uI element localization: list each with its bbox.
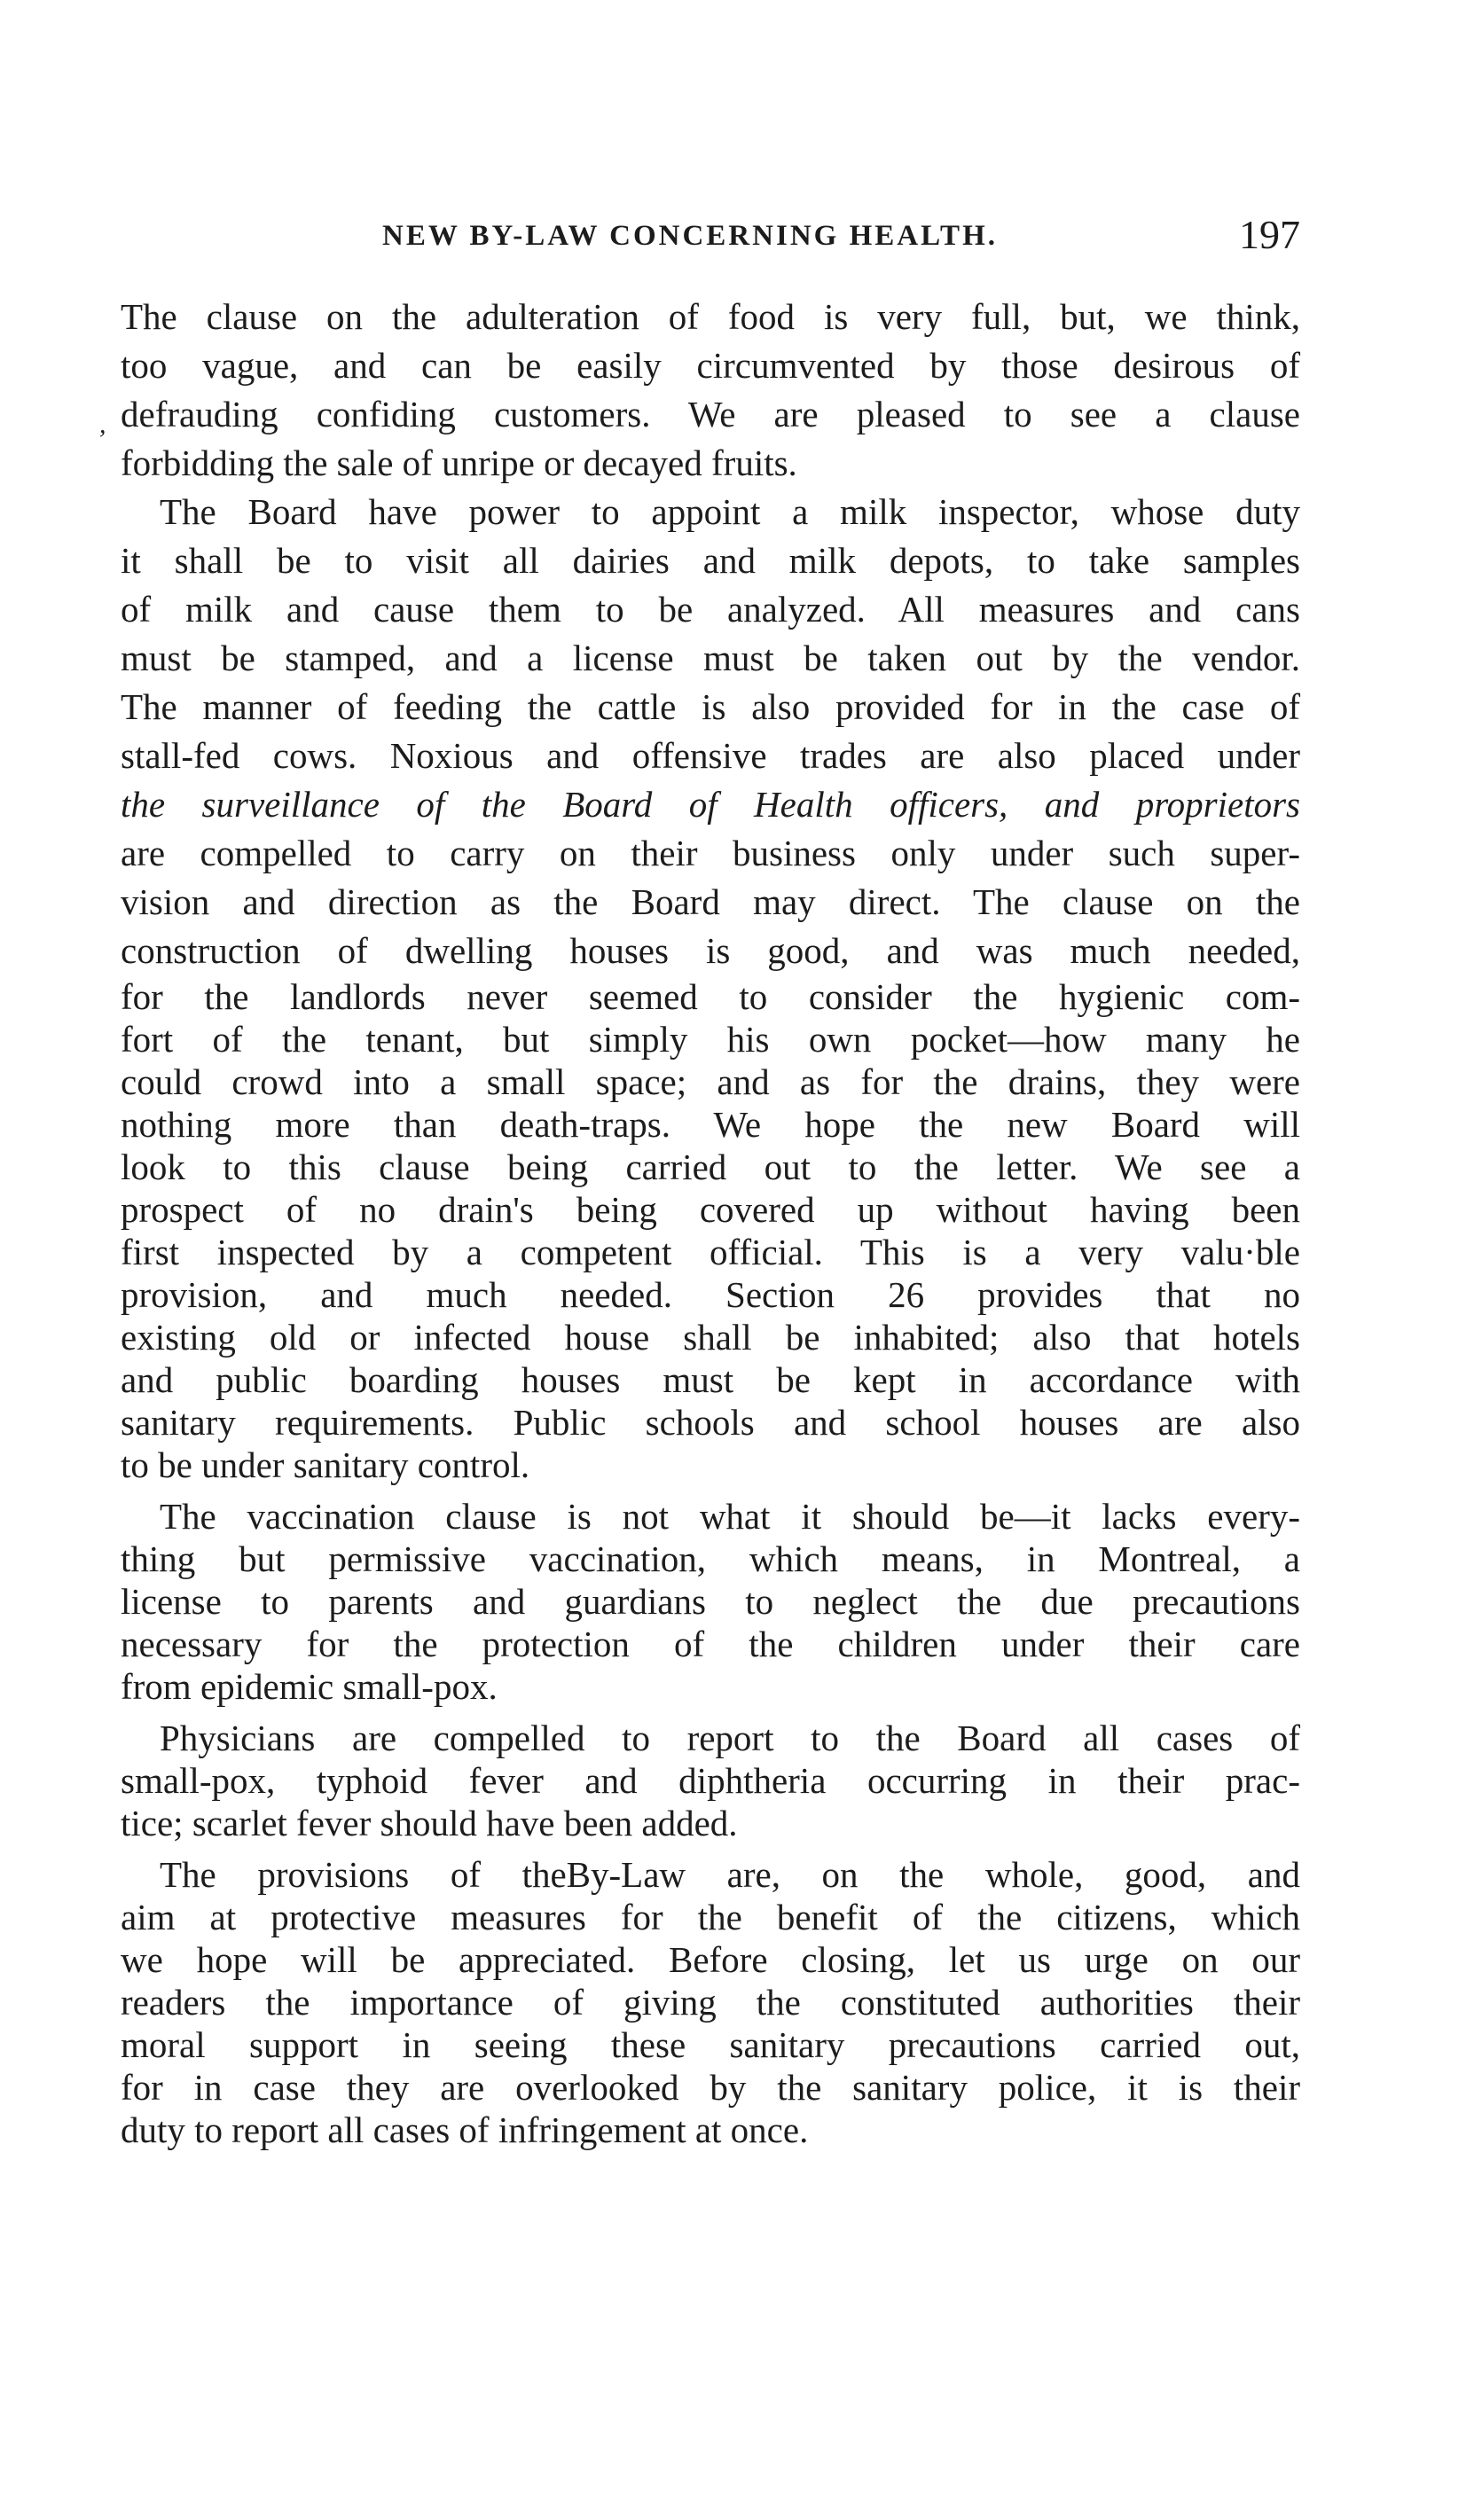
running-head-title: NEW BY-LAW CONCERNING HEALTH.	[382, 220, 998, 252]
text-line: necessary for the protection of the children under their care	[121, 1624, 1300, 1664]
text-line: tice; scarlet fever should have been added.	[121, 1803, 738, 1843]
text-line: for the landlords never seemed to consider the hygienic com-	[121, 976, 1300, 1017]
text-line: The clause on the adulteration of food is very full, but, we think,	[121, 296, 1300, 337]
text-line: nothing more than death-traps. We hope the new Board will	[121, 1104, 1300, 1145]
text-line: stall-fed cows. Noxious and offensive trades are also placed under	[121, 735, 1300, 776]
text-line: aim at protective measures for the benefit of the citizens, which	[121, 1897, 1300, 1937]
paragraph-vaccination	[121, 1495, 1300, 1708]
text-line: prospect of no drain's being covered up without having been	[121, 1189, 1300, 1230]
text-line: first inspected by a competent official. This is a very valu·ble	[121, 1232, 1300, 1272]
text-line: vision and direction as the Board may direct. The clause on the	[121, 881, 1300, 922]
text-line: existing old or infected house shall be inhabited; also that hotels	[121, 1317, 1300, 1358]
text-line: The manner of feeding the cattle is also provided for in the case of	[121, 686, 1300, 727]
text-line: construction of dwelling houses is good, and was much needed,	[121, 930, 1300, 971]
page-number: 197	[1239, 212, 1300, 257]
text-line: provision, and much needed. Section 26 provides that no	[121, 1274, 1300, 1315]
text-line: the surveillance of the Board of Health officers, and proprietors	[121, 784, 1300, 825]
paragraph-milk-inspector	[121, 488, 1300, 975]
text-line: from epidemic small-pox.	[121, 1666, 498, 1707]
text-line: could crowd into a small space; and as for the drains, they were	[121, 1061, 1300, 1102]
text-line: to be under sanitary control.	[121, 1444, 530, 1485]
margin-mark: ,	[99, 410, 106, 439]
text-line: small-pox, typhoid fever and diphtheria occurring in their prac-	[121, 1760, 1300, 1801]
text-line: we hope will be appreciated. Before closing, let us urge on our	[121, 1939, 1300, 1980]
text-line: it shall be to visit all dairies and milk depots, to take samples	[121, 540, 1300, 581]
paragraph-adulteration	[121, 293, 1300, 488]
text-line: must be stamped, and a license must be taken out by the vendor.	[121, 638, 1300, 678]
text-line: sanitary requirements. Public schools and school houses are also	[121, 1402, 1300, 1443]
paragraph-dwellings	[121, 975, 1300, 1486]
text-line: look to this clause being carried out to the letter. We see a	[121, 1147, 1300, 1187]
article-body	[121, 293, 1300, 2151]
text-line: duty to report all cases of infringement at once.	[121, 2109, 809, 2150]
text-line: readers the importance of giving the constituted authorities their	[121, 1982, 1300, 2023]
text-line: license to parents and guardians to neglect the due precautions	[121, 1581, 1300, 1622]
text-line: The provisions of theBy-Law are, on the whole, good, and	[160, 1854, 1300, 1895]
text-line: defrauding confiding customers. We are pleased to see a clause	[121, 394, 1300, 434]
text-line: too vague, and can be easily circumvented by those desirous of	[121, 345, 1300, 386]
text-line: are compelled to carry on their business only under such super-	[121, 833, 1300, 873]
paragraph-physicians	[121, 1717, 1300, 1844]
text-line: for in case they are overlooked by the sanitary police, it is their	[121, 2067, 1300, 2108]
text-line: fort of the tenant, but simply his own pocket—how many he	[121, 1019, 1300, 1060]
text-line: moral support in seeing these sanitary precautions carried out,	[121, 2024, 1300, 2065]
text-line: Physicians are compelled to report to the Board all cases of	[160, 1718, 1300, 1758]
text-line: and public boarding houses must be kept in accordance with	[121, 1359, 1300, 1400]
text-line: thing but permissive vaccination, which means, in Montreal, a	[121, 1538, 1300, 1579]
text-line: The vaccination clause is not what it should be—it lacks every-	[160, 1496, 1300, 1537]
running-head	[121, 211, 1300, 264]
paragraph-conclusion	[121, 1853, 1300, 2151]
text-line: The Board have power to appoint a milk inspector, whose duty	[160, 491, 1300, 532]
text-line: of milk and cause them to be analyzed. All measures and cans	[121, 589, 1300, 630]
text-line: forbidding the sale of unripe or decayed fruits.	[121, 442, 797, 483]
